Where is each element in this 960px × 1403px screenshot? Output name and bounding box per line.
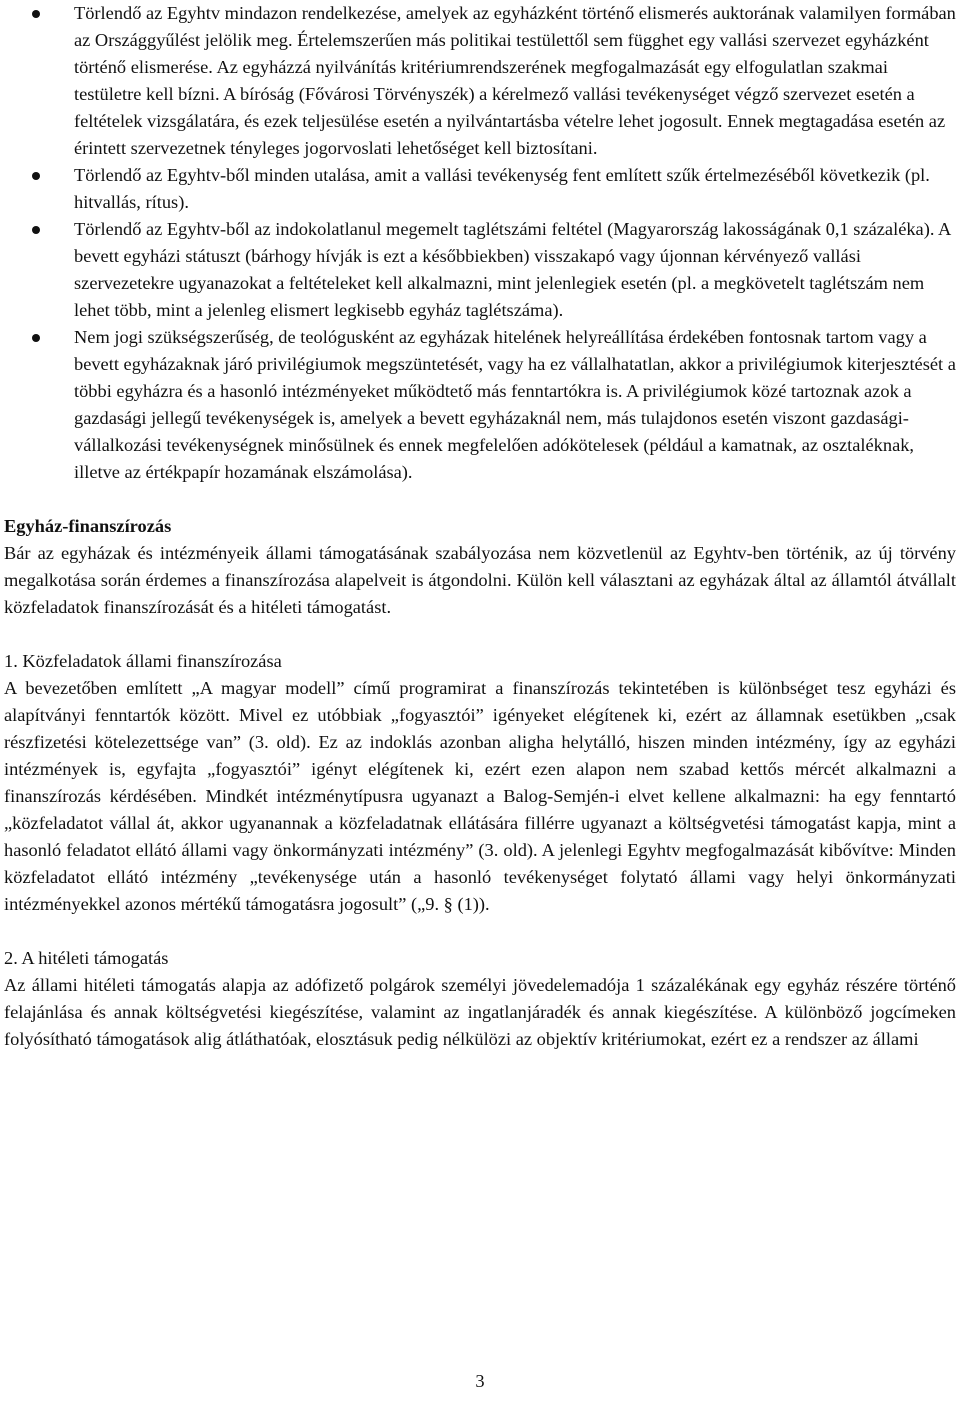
list-item-text: Nem jogi szükségszerűség, de teológusként az egyházak hitelének helyreállítása érdekében fontosnak tartom vagy a bevett egyházaknak járó privilégiumok megszüntetését, vagy ha ez vállalhatatlan, akkor a privilégiumok kiterjesztését a többi egyházra és a hasonló intézményeket működtető más fenntartókra is. A privilégiumok közé tartoznak azok a gazdasági jellegű tevékenységek is, amelyek a bevett egyházaknál nem, más tulajdonos esetén viszont gazdasági-vállalkozási tevékenységnek minősülnek és ennek megfelelően adókötelesek (például a kamatnak, az osztaléknak, illetve az értékpapír hozamának elszámolása). <box>74 327 956 482</box>
bullet-icon <box>32 334 40 342</box>
list-item <box>4 216 956 324</box>
section-paragraph-finance: Bár az egyházak és intézményeik állami támogatásának szabályozása nem közvetlenül az Egyhtv-ben történik, az új törvény megalkotása során érdemes a finanszírozása alapelveit is átgondolni. Külön kell választani az egyházak által az államtól átvállalt közfeladatok finanszírozását és a hitéleti támogatást. <box>4 543 956 617</box>
section-paragraph-religious-support: Az állami hitéleti támogatás alapja az adófizető polgárok személyi jövedelemadója 1 százalékának egy egyház részére történő felajánlása és annak költségvetési kiegészítése, valamint az ingatlanjáradék és annak kiegészítése. A különböző jogcímeken folyósítható támogatások alig átláthatóak, elosztásuk pedig nélkülözi az objektív kritériumokat, ezért ez a rendszer az állami <box>4 975 956 1049</box>
list-item <box>4 162 956 216</box>
bullet-icon <box>32 10 40 18</box>
spacer <box>4 486 956 513</box>
section-heading-religious-support: 2. A hitéleti támogatás <box>4 948 169 968</box>
section-heading-finance: Egyház-finanszírozás <box>4 516 172 536</box>
spacer <box>4 621 956 648</box>
list-item <box>4 0 956 162</box>
bullet-icon <box>32 226 40 234</box>
spacer <box>4 918 956 945</box>
list-item-text: Törlendő az Egyhtv mindazon rendelkezése, amelyek az egyházként történő elismerés auktorának valamilyen formában az Országgyűlést jelölik meg. Értelemszerűen más politikai testülettől sem függhet egy vallási szervezet egyházként történő elismerése. Az egyházzá nyilvánítás kritériumrendszerének megfogalmazását egy elfogulatlan szakmai testületre kell bízni. A bíróság (Fővárosi Törvényszék) a kérelmező vallási tevékenységet végző szervezet esetén a feltételek vizsgálatára, és ezek teljesülése esetén a nyilvántartásba vételre lehet jogosult. Ennek megtagadása esetén az érintett szervezetnek tényleges jogorvoslati lehetőséget kell biztosítani. <box>74 3 956 158</box>
list-item-text: Törlendő az Egyhtv-ből minden utalása, amit a vallási tevékenység fent említett szűk értelmezéséből következik (pl. hitvallás, rítus). <box>74 165 930 212</box>
list-item <box>4 324 956 486</box>
bullet-icon <box>32 172 40 180</box>
requirements-list <box>4 0 956 486</box>
page-number: 3 <box>475 1371 485 1391</box>
section-paragraph-public-tasks: A bevezetőben említett „A magyar modell” című programirat a finanszírozás tekintetében is különbséget tesz egyházi és alapítványi fenntartók között. Mivel ez utóbbiak „fogyasztói” igényeket elégítenek ki, ezért az államnak esetükben „csak részfizetési kötelezettsége van” (3. old). Ez az indoklás azonban aligha helytálló, hiszen minden intézmény, így az egyházi intézmények is, egyfajta „fogyasztói” igényt elégítenek ki, ezért ezen alapon nem szabad kettős mércét alkalmazni a finanszírozás kérdésében. Mindkét intézménytípusra ugyanazt a Balog-Semjén-i elvet kellene alkalmazni: ha egy fenntartó „közfeladatot vállal át, akkor ugyanannak a közfeladatnak ellátására fillérre ugyanazt a költségvetési támogatást kapja, mint a hasonló feladatot ellátó állami vagy önkormányzati intézmény” (3. old). A jelenlegi Egyhtv megfogalmazását kibővítve: Minden közfeladatot ellátó intézmény „tevékenysége után a hasonló tevékenységet folytató állami vagy helyi önkormányzati intézményekkel azonos mértékű támogatásra jogosult” („9. § (1)). <box>4 678 956 914</box>
document-page <box>4 0 956 1053</box>
list-item-text: Törlendő az Egyhtv-ből az indokolatlanul megemelt taglétszámi feltétel (Magyarország lakosságának 0,1 százaléka). A bevett egyházi státuszt (bárhogy hívják is ezt a későbbiekben) visszakapó vagy újonnan kérvényező vallási szervezetekre ugyanazokat a feltételeket kell alkalmazni, mint jelenlegiek esetén (pl. a megkövetelt taglétszám nem lehet több, mint a jelenleg elismert legkisebb egyház taglétszáma). <box>74 219 951 320</box>
section-heading-public-tasks: 1. Közfeladatok állami finanszírozása <box>4 651 282 671</box>
